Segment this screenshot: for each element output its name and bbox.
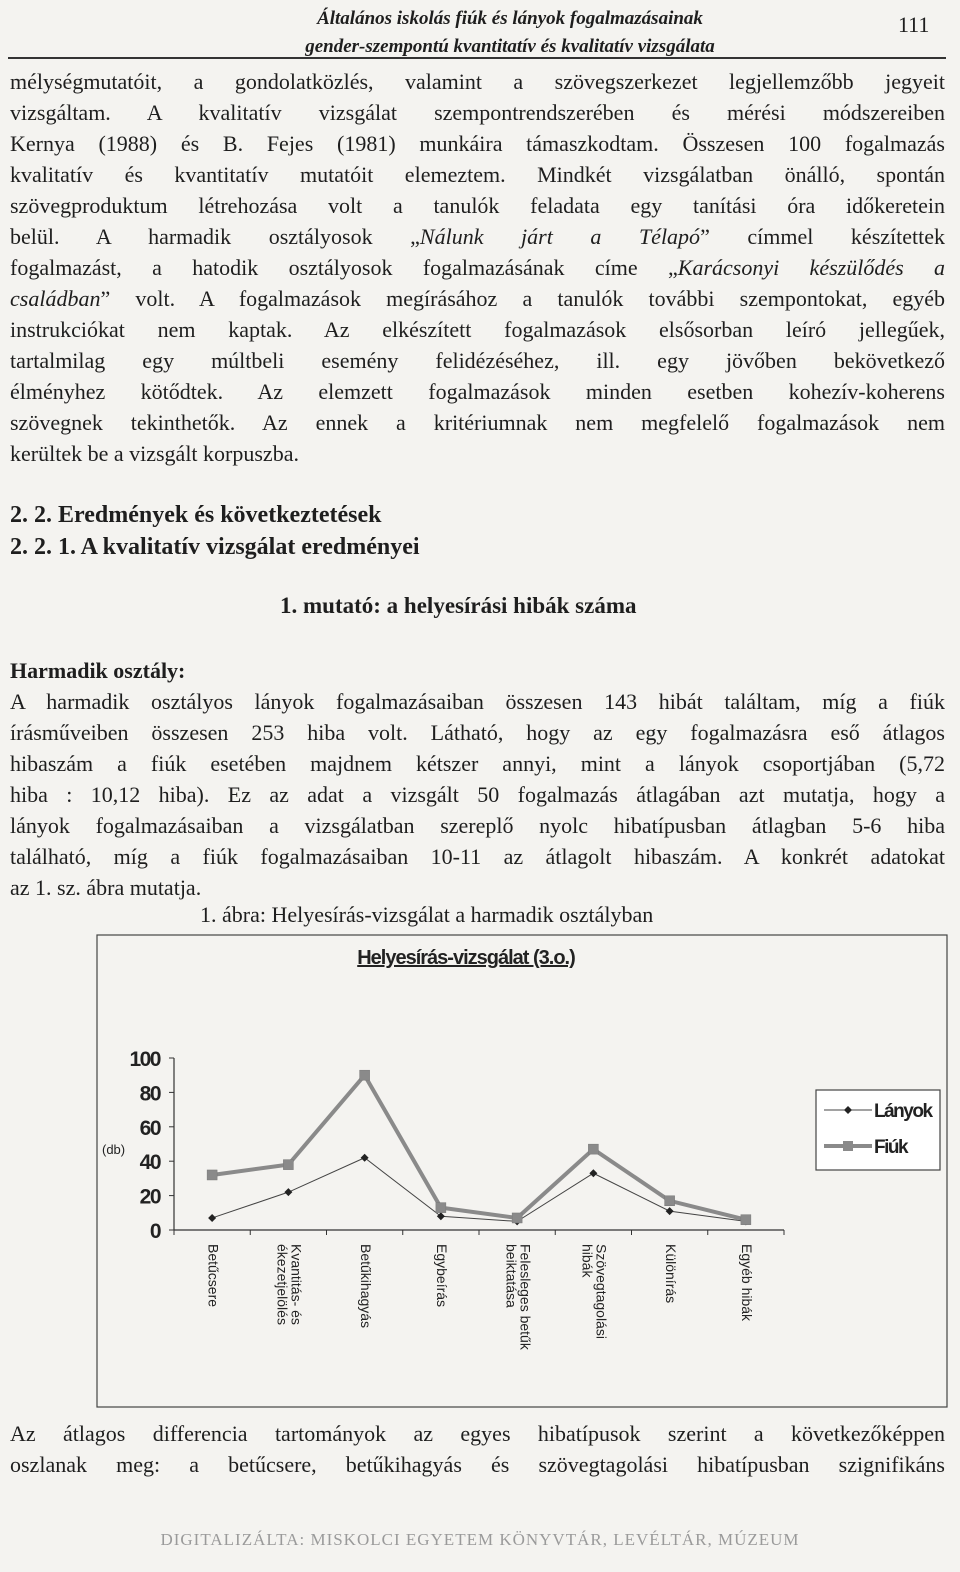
indicator-heading: 1. mutató: a helyesírási hibák száma [280,593,637,618]
intro-paragraph [10,66,945,469]
x-category-label: Szövegtagolási [593,1244,610,1339]
third-grade-paragraph [10,655,945,903]
text-line: szövegnek tekinthetők. Az ennek a kritériumnak nem megfelelő fogalmazások nem [10,410,945,435]
text-line: lányok fogalmazásaiban a vizsgálatban szereplő nyolc hibatípusban átlagban 5-6 hiba [10,813,945,838]
data-point [741,1215,751,1225]
x-category-label: Felesleges betűk [517,1244,534,1350]
header-rule [8,57,946,59]
legend-marker [843,1141,853,1151]
text-line: oszlanak meg: a betűcsere, betűkihagyás és szövegtagolási hibatípusban szignifikáns [10,1452,945,1477]
x-category-label: Egybeírás [434,1244,451,1308]
x-category-label: hibák [579,1244,596,1278]
data-point [283,1160,293,1170]
x-category-label: Egyéb hibák [739,1244,756,1322]
legend-label: Fiúk [874,1137,908,1158]
section-heading: 2. 2. Eredmények és következtetések [10,502,382,528]
chart-title: Helyesírás-vizsgálat (3.o.) [357,947,575,969]
text-line: élményhez kötődtek. Az elemzett fogalmazások minden esetben kohezív-koherens [10,379,945,404]
running-title-line2: gender-szempontú kvantitatív és kvalitatív vizsgálata [305,36,715,57]
data-point [588,1144,598,1154]
figure-caption: 1. ábra: Helyesírás-vizsgálat a harmadik osztályban [200,902,654,927]
subsection-heading: 2. 2. 1. A kvalitatív vizsgálat eredményei [10,534,420,560]
y-tick-label: 0 [149,1220,160,1243]
text-run: belül. A harmadik osztályosok „ [10,224,420,249]
text-line: hiba : 10,12 hiba). Ez az adat a vizsgált 50 fogalmazás átlagában azt mutatja, hogy a [10,782,945,807]
closing-paragraph [10,1418,945,1480]
data-point [361,1154,369,1162]
data-point [436,1203,446,1213]
data-point [666,1207,674,1215]
text-line: kerültek be a vizsgált korpuszba. [10,441,299,466]
data-point [437,1212,445,1220]
y-tick-label: 20 [139,1185,160,1209]
y-tick-label: 100 [129,1048,160,1071]
text-line: Az átlagos differencia tartományok az egyes hibatípusok szerint a következőképpen [10,1421,945,1446]
text-line [10,221,945,252]
text-line: hibaszám a fiúk esetében majdnem kétszer annyi, mint a lányok csoportjában (5,72 [10,751,945,776]
text-run: ” volt. A fogalmazások megírásához a tanulók további szempontokat, egyéb [100,286,945,311]
text-line [10,252,945,283]
legend-label: Lányok [874,1101,932,1122]
text-line: írásműveiben összesen 253 hiba volt. Látható, hogy az egy fogalmazásra eső átlagos [10,720,945,745]
x-category-label: ékezetjelölés [274,1244,291,1325]
text-line: az 1. sz. ábra mutatja. [10,875,202,900]
x-category-label: Különírás [662,1244,679,1304]
text-run: fogalmazást, a hatodik osztályosok fogalmazásának címe „ [10,255,678,280]
text-line: A harmadik osztályos lányok fogalmazásaiban összesen 143 hibát találtam, míg a fiúk [10,689,945,714]
data-point [207,1170,217,1180]
essay-title-sixth-grade: Karácsonyi készülődés a [677,255,946,280]
data-point [360,1070,370,1080]
x-category-label: Betűcsere [205,1244,222,1308]
x-category-label: Kvantitás- és [288,1244,305,1325]
text-line: kvalitatív és kvantitatív mutatóit elemeztem. Mindkét vizsgálatban önálló, spontán [10,162,945,187]
y-axis-label: (db) [102,1142,126,1157]
x-category-label: beiktatása [503,1244,520,1308]
y-tick-label: 80 [139,1082,160,1106]
text-line: instrukciókat nem kaptak. Az elkészített fogalmazások elsősorban leíró jellegűek, [10,317,945,342]
text-line: található, míg a fiúk fogalmazásaiban 10-11 az átlagolt hibaszám. A konkrét adatokat [10,844,945,869]
data-point [284,1188,292,1196]
data-point [512,1213,522,1223]
text-line: vizsgáltam. A kvalitatív vizsgálat szempontrendszerében és mérési módszereiben [10,100,945,125]
x-category-label: Betűkihagyás [357,1244,374,1329]
y-tick-label: 40 [139,1151,160,1175]
text-line [10,283,945,314]
essay-title-third-grade: Nálunk járt a Télapó [419,224,701,249]
text-line: Kernya (1988) és B. Fejes (1981) munkáira támaszkodtam. Összesen 100 fogalmazás [10,131,945,156]
running-head [0,6,960,60]
text-line: mélységmutatóit, a gondolatközlés, valamint a szövegszerkezet legjellemzőbb jegyeit [10,69,945,94]
running-title-line1: Általános iskolás fiúk és lányok fogalmazásainak [317,8,703,29]
page-number: 111 [898,12,930,37]
data-point [208,1214,216,1222]
spelling-chart [96,934,948,1408]
digitization-footer: DIGITALIZÁLTA: MISKOLCI EGYETEM KÖNYVTÁR, LEVÉLTÁR, MÚZEUM [160,1530,800,1549]
text-line: tartalmilag egy múltbeli esemény felidézéséhez, ill. egy jövőben bekövetkező [10,348,945,373]
chart-svg [96,934,948,1408]
y-tick-label: 60 [139,1116,160,1140]
data-point [665,1196,675,1206]
text-line: szövegproduktum létrehozása volt a tanulók feladata egy tanítási óra időkeretein [10,193,945,218]
essay-title-sixth-grade-end: családban [10,286,101,311]
text-run: ” címmel készítettek [700,224,945,249]
grade-heading: Harmadik osztály: [10,658,186,683]
data-point [589,1169,597,1177]
